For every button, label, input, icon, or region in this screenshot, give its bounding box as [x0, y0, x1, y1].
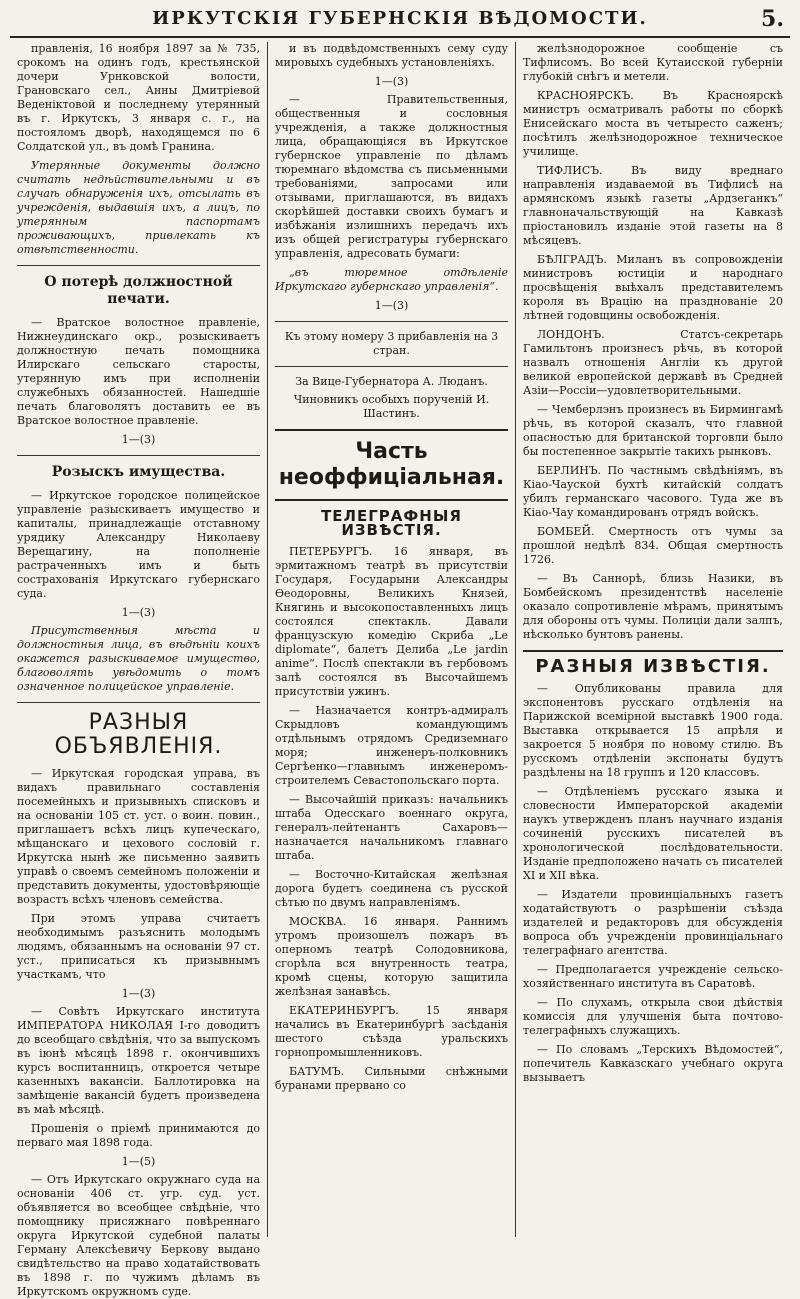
- divider: [275, 499, 508, 501]
- reference: 1—(3): [121, 987, 156, 1000]
- supplement-note: Къ этому номеру 3 прибавленія на 3 стран.: [284, 330, 499, 357]
- paragraph: — Вратское волостное правленіе, Нижнеудинскаго окр., розыскиваетъ должностную печать помощника Илирскаго сельскаго старосты, утерянную имъ при исполненіи служебныхъ обязанностей. Нашедшіе печать благоволятъ доставить ее въ Вратское волостное правленіе.: [17, 316, 260, 427]
- paragraph: правленія, 16 ноября 1897 за № 735, срокомъ на одинъ годъ, крестьянской дочери Урнковской волости, Грановскаго сел., Анны Дмитріевой Веденіктовой и последнему утерянный въ г. Иркутскъ, 3 января с. г., на постояломъ дворѣ, находящемся по 6 Солдатской ул., въ домѣ Гранина.: [17, 42, 260, 153]
- paragraph: и въ подвѣдомственныхъ сему суду мировыхъ судебныхъ установленіяхъ.: [275, 42, 508, 69]
- paragraph: — Чемберлэнъ произнесъ въ Бирмингамѣ рѣчь, въ которой сказалъ, что главной опасностью для британской торговли было бы постепенное закрытіе такихъ рынковъ.: [523, 403, 783, 458]
- divider: [275, 366, 508, 367]
- reference: 1—(3): [374, 299, 409, 312]
- paragraph: — Иркутская городская управа, въ видахъ правильнаго составленія посемейныхъ и призывныхъ списковъ и на основаніи 105 ст. уст. о воин. повин., приглашаетъ всѣхъ лицъ купеческаго, мѣщанскаго и цехового сословій г. Иркутска нынѣ же письменно заявить управѣ о своемъ семейномъ положеніи и представить документы, удостовѣряющіе возрастъ всѣхъ членовъ семейства.: [17, 767, 260, 906]
- divider: [523, 650, 783, 652]
- columns: [10, 42, 790, 1298]
- paragraph: Прошенія о пріемѣ принимаются до перваго мая 1898 года.: [17, 1122, 260, 1149]
- paragraph: ЛОНДОНЪ. Статсъ-секретарь Гамильтонъ произнесъ рѣчь, въ которой назвалъ отношенія Англіи къ другой великой европейской державѣ въ Средней Азіи—Россіи—удовлетворительными.: [523, 328, 783, 397]
- paragraph: МОСКВА. 16 января. Раннимъ утромъ произошелъ пожаръ въ оперномъ театрѣ Солодовникова, сгорѣла вся внутренность театра, кромѣ сцены, которую защитила желѣзная занавѣсь.: [275, 915, 508, 998]
- paragraph: желѣзнодорожное сообщеніе съ Тифлисомъ. Во всей Кутаисской губерніи глубокій снѣгъ и метели.: [523, 42, 783, 83]
- reference: 1—(3): [121, 606, 156, 619]
- paragraph: КРАСНОЯРСКЪ. Въ Красноярскѣ министръ осматривалъ работы по сборкѣ Енисейскаго моста въ четыресто саженъ; посѣтилъ желѣзнодорожное техническое училище.: [523, 89, 783, 158]
- italic-note: „въ тюремное отдѣленіе Иркутскаго губернскаго управленія“.: [275, 266, 508, 293]
- paragraph: — Опубликованы правила для экспонентовъ русскаго отдѣленія на Парижской всемірной выставкѣ 1900 года. Выставка открывается 15 апрѣля и закроется 5 ноября по новому стилю. Въ русскомъ отдѣленіи экспонаты будутъ раздѣлены на 18 группъ и 120 классовъ.: [523, 682, 783, 779]
- paragraph: — По слухамъ, открыла свои дѣйствія комиссія для улучшенія быта почтово-телеграфныхъ служащихъ.: [523, 996, 783, 1037]
- paragraph: — Правительственныя, общественныя и сословныя учрежденія, а также должностныя лица, обращающіяся въ Иркутское губернское управленіе по дѣламъ тюремнаго вѣдомства съ письменными требованіями, запросами или отзывами, приглашаются, въ видахъ скорѣйшей доставки своихъ бумагъ и избѣжанія излишнихъ передачъ ихъ изъ общей регистратуры губернскаго управленія, адресовать бумаги:: [275, 93, 508, 260]
- divider: [17, 265, 260, 266]
- section-heading: Розыскъ имущества.: [51, 464, 226, 480]
- paragraph: При этомъ управа считаетъ необходимымъ разъяснить молодымъ людямъ, обязаннымъ на основаніи 97 ст. уст., приписаться къ призывнымъ участкамъ, что: [17, 912, 260, 981]
- column-1: [10, 42, 268, 1298]
- newspaper-title: ИРКУТСКІЯ ГУБЕРНСКІЯ ВѢДОМОСТИ.: [152, 8, 648, 29]
- paragraph: БЕРЛИНЪ. По частнымъ свѣдѣніямъ, въ Кіао-Чауской бухтѣ китайскій солдатъ убилъ германскаго часового. Туда же въ Кіао-Чау командированъ отрядъ войскъ.: [523, 464, 783, 519]
- paragraph: — Высочайшій приказъ: начальникъ штаба Одесскаго военнаго округа, генералъ-лейтенантъ Сахаровъ—назначается начальникомъ главнаго штаба.: [275, 793, 508, 862]
- paragraph: ЕКАТЕРИНБУРГЪ. 15 января начались въ Екатеринбургѣ засѣданія шестого съѣзда уральскихъ горнопромышленниковъ.: [275, 1004, 508, 1059]
- paragraph: — Отдѣленіемъ русскаго языка и словесности Императорской академіи наукъ утвержденъ планъ научнаго изданія сочиненій русскихъ писателей въ хронологической послѣдовательности. Изданіе предположено начать съ писателей XI и XII вѣка.: [523, 785, 783, 882]
- italic-note: Утерянные документы должно считать недѣйствительными и въ случаѣ обнаруженія ихъ, отсылать въ учрежденія, выдавшія ихъ, а лицъ, по утерянным паспортамъ проживающихъ, привлекать къ отвѣтственности.: [17, 159, 260, 256]
- divider: [275, 321, 508, 322]
- paragraph: БѢЛГРАДЪ. Миланъ въ сопровожденіи министровъ юстиціи и народнаго просвѣщенія выѣхалъ представителемъ короля въ Врацію на празднованіе 20 лѣтней годовщины освобожденія.: [523, 253, 783, 322]
- reference: 1—(3): [374, 75, 409, 88]
- column-2: [268, 42, 516, 1237]
- paragraph: — Восточно-Китайская желѣзная дорога будетъ соединена съ русской сѣтью по двумъ направленіямъ.: [275, 868, 508, 909]
- paragraph: ПЕТЕРБУРГЪ. 16 января, въ эрмитажномъ театрѣ въ присутствіи Государя, Государыни Александры Ѳеодоровны, Великихъ Князей, Княгинь и высокопоставленныхъ лицъ состоялся спектакль. Давали французскую комедію Скриба „Le diplomate“, балетъ Делиба „Le jardin anime“. Послѣ спектакли въ гербовомъ залѣ состоялся въ Высочайшемъ присутствіи ужинъ.: [275, 545, 508, 698]
- paragraph: — Отъ Иркутскаго окружнаго суда на основаніи 406 ст. угр. суд. уст. объявляется во всеобщее свѣдѣніе, что помощнику присяжнаго повѣреннаго округа Иркутской судебной палаты Герману Алексѣевичу Берковy выдано свидѣтельство на право ходатайствовать въ 1898 г. по чужимъ дѣламъ въ Иркутскомъ окружномъ суде.: [17, 1173, 260, 1298]
- section-heading: РАЗНЫЯ ОБЪЯВЛЕНІЯ.: [54, 710, 223, 759]
- paragraph: — Совѣтъ Иркутскаго института ИМПЕРАТОРА НИКОЛАЯ І-го доводитъ до всеобщаго свѣдѣнія, что за выпускомъ въ іюнѣ мѣсяцѣ 1898 г. окончившихъ курсъ воспитанницъ, откроется четыре казенныхъ вакансіи. Баллотировка на замѣщеніе вакансій будетъ произведена въ маѣ мѣсяцѣ.: [17, 1005, 260, 1116]
- page-number: 5.: [761, 6, 784, 32]
- divider: [275, 429, 508, 431]
- signature: Чиновникъ особыхъ порученій И. Шастинъ.: [293, 393, 490, 420]
- paragraph: БАТУМЪ. Сильными снѣжными буранами прервано со: [275, 1065, 508, 1092]
- divider: [17, 702, 260, 703]
- signature: За Вице-Губернатора А. Люданъ.: [295, 375, 488, 388]
- paragraph: ТИФЛИСЪ. Въ виду вреднаго направленія издаваемой въ Тифлисѣ на армянскомъ языкѣ газеты „Ардзеганкъ“ главноначальствующій на Кавказѣ пріостановилъ изданіе этой газеты на 8 мѣсяцевъ.: [523, 164, 783, 247]
- section-heading: Часть неоффиціальная.: [278, 439, 505, 490]
- column-3: [516, 42, 790, 1237]
- paragraph: — По словамъ „Терскихъ Вѣдомостей“, попечитель Кавказскаго учебнаго округа вызываетъ: [523, 1043, 783, 1084]
- paragraph: БОМБЕЙ. Смертность отъ чумы за прошлой недѣлѣ 834. Общая смертность 1726.: [523, 525, 783, 566]
- paragraph: — Иркутское городское полицейское управленіе разыскиваетъ имущество и капиталы, принадлежащіе отставному урядику Александру Николаеву Верещагину, на пополненіе растраченныхъ имъ и быть сострахованія Иркутскаго губернскаго суда.: [17, 489, 260, 600]
- paragraph: — Назначается контръ-адмиралъ Скрыдловъ командующимъ отдѣльнымъ отрядомъ Средиземнаго моря; инженеръ-полковникъ Сергѣенко—главнымъ инженеромъ-строителемъ Севастопольскаго порта.: [275, 704, 508, 787]
- section-heading: О потерѣ должностной печати.: [44, 274, 233, 307]
- reference: 1—(3): [121, 433, 156, 446]
- italic-note: Присутственныя мѣста и должностныя лица, въ вѣдѣніи коихъ окажется разыскиваемое имущество, благоволять увѣдомить о томъ означенное полицейское управленіе.: [17, 624, 260, 693]
- masthead: [10, 6, 790, 38]
- section-heading: ТЕЛЕГРАФНЫЯ ИЗВѢСТІЯ.: [321, 507, 462, 539]
- section-heading: РАЗНЫЯ ИЗВѢСТІЯ.: [535, 656, 771, 677]
- paragraph: — Предполагается учрежденіе сельско-хозяйственнаго института въ Саратовѣ.: [523, 963, 783, 990]
- reference: 1—(5): [121, 1155, 156, 1168]
- paragraph: — Издатели провинціальныхъ газетъ ходатайствуютъ о разрѣшеніи съѣзда издателей и редакторовъ для обсужденія вопроса объ учрежденіи провинціальнаго телеграфнаго агентства.: [523, 888, 783, 957]
- paragraph: — Въ Саннорѣ, близь Назики, въ Бомбейскомъ президентствѣ населеніе оказало сопротивленіе мѣрамъ, принятымъ для обороны отъ чумы. Полиціи дали залпъ, нѣсколько бунтовъ ранены.: [523, 572, 783, 641]
- divider: [17, 455, 260, 456]
